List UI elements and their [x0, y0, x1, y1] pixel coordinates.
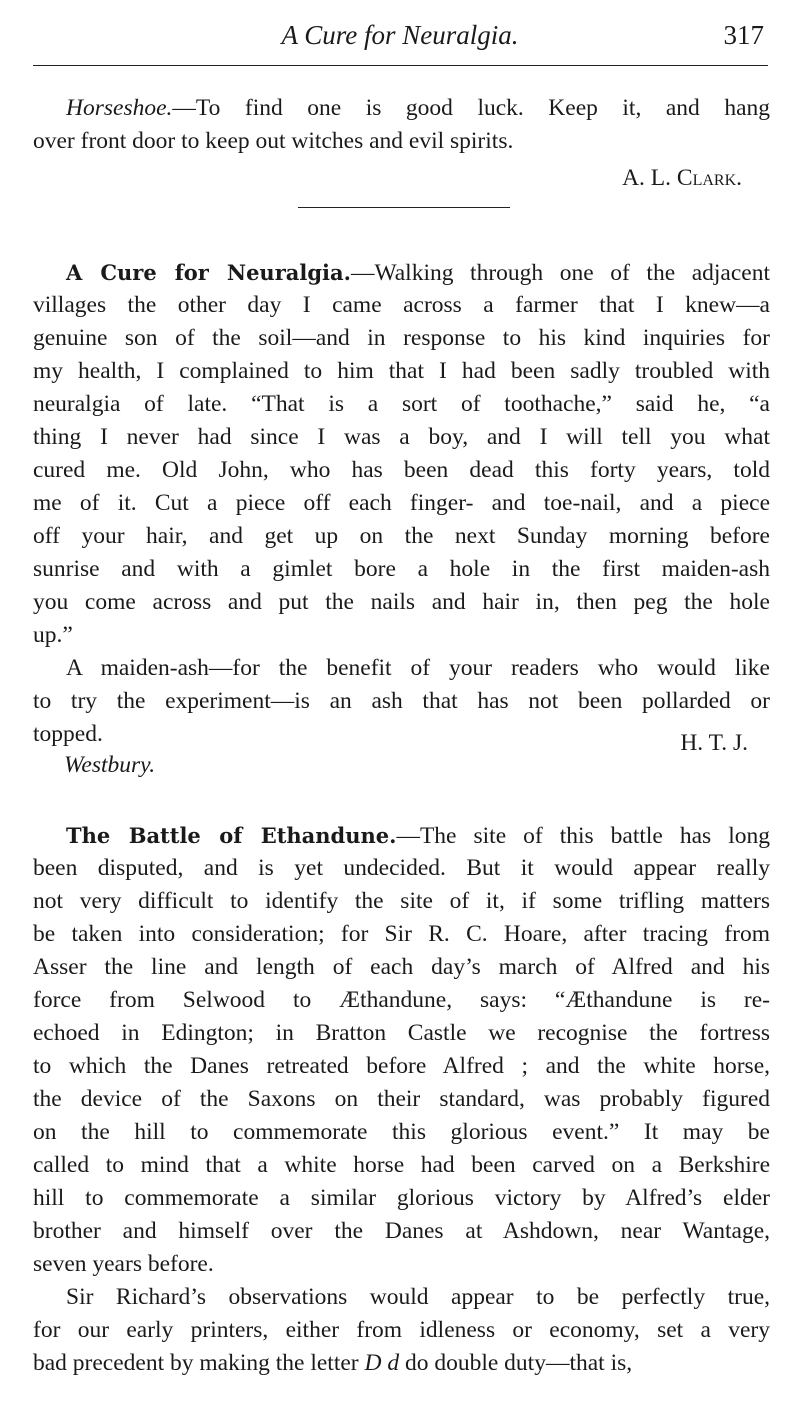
text-run: Sir Richard’s observations would appear to be perfectly true, [66, 1284, 770, 1310]
signature-clark: A. L. Clark. [622, 165, 742, 191]
text-line [33, 553, 770, 586]
text-line [33, 520, 770, 553]
text-line [33, 852, 770, 885]
text-line [33, 1083, 770, 1116]
text-line [33, 984, 770, 1017]
text-run: me of it. Cut a piece off each finger- and toe-nail, and a piece [33, 490, 770, 516]
text-line [33, 256, 770, 289]
text-line [33, 487, 770, 520]
text-line [33, 819, 770, 852]
text-run: the device of the Saxons on their standard, was probably figured [33, 1086, 770, 1112]
header-rule [33, 65, 768, 66]
neuralgia-para-2 [33, 652, 770, 751]
text-run: you come across and put the nails and hair in, then peg the hole [33, 589, 770, 615]
text-run: sunrise and with a gimlet bore a hole in the first maiden-ash [33, 556, 770, 582]
text-line [33, 1314, 770, 1347]
place-westbury: Westbury. [64, 752, 156, 778]
text-line [33, 1017, 770, 1050]
text-line [33, 454, 770, 487]
text-line [33, 355, 770, 388]
text-run: been disputed, and is yet undecided. But it would appear really [33, 855, 770, 881]
text-run: hill to commemorate a similar glorious victory by Alfred’s elder [33, 1185, 770, 1211]
text-run: —Walking through one of the adjacent [350, 260, 771, 286]
text-line [33, 951, 770, 984]
text-run: over front door to keep out witches and evil spirits. [33, 128, 514, 154]
text-run: my health, I complained to him that I had been sadly troubled with [33, 358, 770, 384]
text-run: force from Selwood to Æthandune, says: “Æthandune is re- [33, 987, 770, 1013]
text-line [33, 918, 770, 951]
section-divider [298, 207, 510, 208]
text-run: not very difficult to identify the site of it, if some trifling matters [33, 888, 770, 914]
text-line [33, 718, 770, 751]
text-run: topped. [33, 721, 103, 747]
text-line [33, 322, 770, 355]
text-run: thing I never had since I was a boy, and I will tell you what [33, 424, 770, 450]
text-line [33, 685, 770, 718]
text-run: brother and himself over the Danes at Ashdown, near Wantage, [33, 1218, 770, 1244]
text-line [33, 1149, 770, 1182]
neuralgia-para-1 [33, 256, 770, 652]
italic-text: D d [364, 1350, 400, 1376]
text-line [33, 652, 770, 685]
text-run: for our early printers, either from idleness or economy, set a very [33, 1317, 770, 1343]
text-run: off your hair, and get up on the next Sunday morning before [33, 523, 770, 549]
running-header-title: A Cure for Neuralgia. [281, 20, 519, 50]
text-run: A maiden-ash—for the benefit of your readers who would like [66, 655, 770, 681]
battle-para-1 [33, 819, 770, 1281]
text-run: be taken into consideration; for Sir R. C. Hoare, after tracing from [33, 921, 770, 947]
entry-heading: A Cure for Neuralgia. [66, 260, 351, 285]
text-line [33, 289, 770, 322]
italic-text: Horseshoe. [66, 95, 173, 121]
entry-heading: The Battle of Ethandune. [66, 823, 397, 848]
text-run: do double duty—that is, [399, 1350, 633, 1376]
text-run: genuine son of the soil—and in response to his kind inquiries for [33, 325, 770, 351]
text-line [33, 586, 770, 619]
horseshoe-entry [33, 92, 770, 158]
text-line [33, 1116, 770, 1149]
text-run: echoed in Edington; in Bratton Castle we recognise the fortress [33, 1020, 770, 1046]
text-line [33, 388, 770, 421]
text-line [33, 1215, 770, 1248]
page-number: 317 [723, 20, 764, 50]
text-line [33, 885, 770, 918]
text-run: Asser the line and length of each day’s march of Alfred and his [33, 954, 770, 980]
text-run: —The site of this battle has long [396, 823, 770, 849]
text-run: to try the experiment—is an ash that has not been pollarded or [33, 688, 770, 714]
text-run: up.” [33, 622, 73, 648]
text-line [33, 1050, 770, 1083]
text-run: on the hill to commemorate this glorious event.” It may be [33, 1119, 770, 1145]
text-run: called to mind that a white horse had been carved on a Berkshire [33, 1152, 770, 1178]
text-run: villages the other day I came across a farmer that I knew—a [33, 292, 770, 318]
text-line [33, 619, 770, 652]
text-line [33, 1248, 770, 1281]
text-line [33, 1182, 770, 1215]
text-line [33, 92, 770, 125]
battle-para-2 [33, 1281, 770, 1380]
signature-htj: H. T. J. [680, 730, 748, 756]
text-run: bad precedent by making the letter [33, 1350, 365, 1376]
text-line [33, 421, 770, 454]
text-line [33, 1347, 770, 1380]
text-run: cured me. Old John, who has been dead this forty years, told [33, 457, 770, 483]
text-line [33, 1281, 770, 1314]
text-run: to which the Danes retreated before Alfred ; and the white horse, [33, 1053, 770, 1079]
text-run: seven years before. [33, 1251, 214, 1277]
text-line [33, 125, 770, 158]
text-run: —To find one is good luck. Keep it, and hang [172, 95, 770, 121]
text-run: neuralgia of late. “That is a sort of toothache,” said he, “a [33, 391, 770, 417]
